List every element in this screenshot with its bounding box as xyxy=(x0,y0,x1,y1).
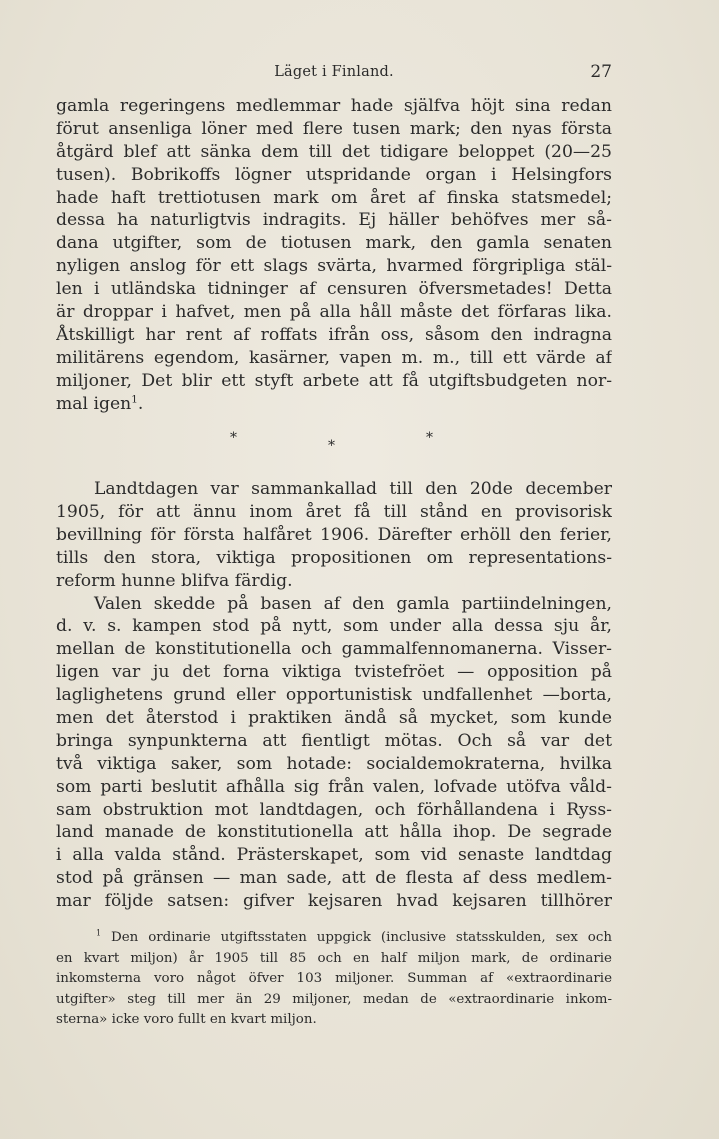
page-header xyxy=(56,62,612,86)
text-line: men det återstod i praktiken ändå så mycket, som kunde xyxy=(56,707,612,728)
text-line: miljoner, Det blir ett styft arbete att få utgiftsbudgeten nor- xyxy=(56,370,612,391)
text-line: tusen). Bobrikoffs lögner utspridande organ i Helsingfors xyxy=(56,164,612,185)
text-line: som parti beslutit afhålla sig från valen, lofvade utöfva våld- xyxy=(56,776,612,797)
text-line: är droppar i hafvet, men på alla håll måste det förfaras lika. xyxy=(56,302,612,323)
text-line: len i utländska tidninger af censuren öfversmetades! Detta xyxy=(56,279,612,300)
footnote-line xyxy=(82,928,612,949)
text-line: Åtskilligt har rent af roffats ifrån oss, såsom den indragna xyxy=(56,324,612,345)
text-line: ligen var ju det forna viktiga tvistefröet — opposition på xyxy=(56,662,612,683)
footnote-line: utgifter» steg till mer än 29 miljoner, medan de «extraordinarie inkom- xyxy=(56,991,612,1007)
text-line: bevillning för första halfåret 1906. Därefter erhöll den ferier, xyxy=(56,524,612,545)
text-line: nyligen anslog för ett slags svärta, hvarmed förgripliga stäl- xyxy=(56,256,612,277)
text-line: Landtdagen var sammankallad till den 20de december xyxy=(94,479,612,499)
text-line: gamla regeringens medlemmar hade själfva höjt sina redan xyxy=(56,96,612,116)
text-line: d. v. s. kampen stod på nytt, som under alla dessa sju år, xyxy=(56,616,612,637)
text-line-end: mal igen xyxy=(56,393,132,414)
text-line: dana utgifter, som de tiotusen mark, den gamla senaten xyxy=(56,233,612,254)
paragraph-3 xyxy=(56,593,612,913)
text-line: land manade de konstitutionella att hålla ihop. De segrade xyxy=(56,822,612,843)
text-line: reform hunne blifva färdig. xyxy=(56,570,293,591)
running-title: Läget i Finland. xyxy=(274,64,394,80)
text-line: förut ansenliga löner med flere tusen mark; den nyas första xyxy=(56,118,612,139)
page-number: 27 xyxy=(590,62,612,82)
text-line: åtgärd blef att sänka dem till det tidigare beloppet (20—25 xyxy=(56,141,612,162)
text-line: 1905, för att ännu inom året få till stånd en provisorisk xyxy=(56,501,612,522)
section-separator xyxy=(56,428,612,454)
separator-star-left: * xyxy=(230,430,237,446)
footnote-line: en kvart miljon) år 1905 till 85 och en half miljon mark, de ordinarie xyxy=(56,950,612,966)
text-line: i alla valda stånd. Prästerskapet, som vid senaste landtdag xyxy=(56,845,612,866)
text-line: två viktiga saker, som hotade: socialdemokraterna, hvilka xyxy=(56,753,612,774)
text-line: mal igen$^1$. xyxy=(56,392,144,414)
text-line: sam obstruktion mot landtdagen, och förhållandena i Ryss- xyxy=(56,799,612,820)
footnote-text: Den ordinarie utgiftsstaten uppgick (inclusive statsskulden, sex och xyxy=(111,930,612,945)
text-line: stod på gränsen — man sade, att de flesta af dess medlem- xyxy=(56,868,612,889)
text-line: dessa ha naturligtvis indragits. Ej häller behöfves mer så- xyxy=(56,210,612,231)
text-line: bringa synpunkterna att fientligt mötas. Och så var det xyxy=(56,730,612,751)
paragraph-2 xyxy=(56,478,612,592)
separator-star-right: * xyxy=(426,430,433,446)
footnote-reference: 1 xyxy=(131,392,138,405)
text-line: mellan de konstitutionella och gammalfennomanerna. Visser- xyxy=(56,639,612,660)
text-line: Valen skedde på basen af den gamla partiindelningen, xyxy=(94,593,612,614)
text-line: militärens egendom, kasärner, vapen m. m., till ett värde af xyxy=(56,347,612,368)
text-line: tills den stora, viktiga propositionen om representations- xyxy=(56,547,612,568)
footnote-line: inkomsterna voro något öfver 103 miljoner. Summan af «extraordinarie xyxy=(56,971,612,987)
paragraph-1 xyxy=(56,95,612,415)
footnote-marker: 1 xyxy=(96,928,102,938)
footnote-line: sterna» icke voro fullt en kvart miljon. xyxy=(56,1012,317,1028)
separator-star-middle: * xyxy=(328,438,335,454)
text-line: mar följde satsen: gifver kejsaren hvad kejsaren tillhörer xyxy=(56,891,612,912)
text-line: laglighetens grund eller opportunistisk undfallenhet —borta, xyxy=(56,685,612,706)
text-line: hade haft trettiotusen mark om året af finska statsmedel; xyxy=(56,187,612,208)
footnote xyxy=(56,928,612,1031)
